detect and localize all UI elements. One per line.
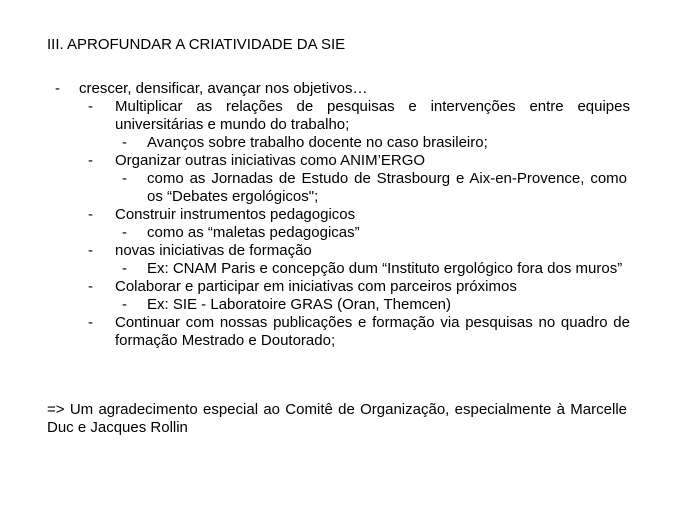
list-item-text: Ex: CNAM Paris e concepção dum “Instituto ergológico fora dos muros” [147,260,623,277]
slide-title: III. APROFUNDAR A CRIATIVIDADE DA SIE [47,36,346,53]
bullet-dash: - [88,242,93,259]
bullet-dash: - [88,98,93,115]
list-item [0,242,689,260]
list-item [0,170,689,206]
list-item-text: como as “maletas pedagogicas” [147,224,360,241]
bullet-dash: - [122,224,127,241]
list-item [0,80,689,98]
list-item-text: Construir instrumentos pedagogicos [115,206,356,223]
bullet-dash: - [122,260,127,277]
list-item [0,152,689,170]
bullet-dash: - [88,314,93,331]
list-item-text: Organizar outras iniciativas como ANIM’ERGO [115,152,426,169]
list-item [0,278,689,296]
list-item [0,206,689,224]
bullet-dash: - [55,80,60,97]
list-item [0,260,689,278]
bullet-dash: - [122,134,127,151]
list-item-text: Continuar com nossas publicações e formação via pesquisas no quadro de formação Mestrado e Doutorado; [115,314,630,349]
bullet-dash: - [88,278,93,295]
list-item [0,314,689,350]
bullet-dash: - [122,170,127,187]
bullet-list [0,80,689,350]
bullet-dash: - [88,152,93,169]
bullet-dash: - [122,296,127,313]
list-item [0,224,689,242]
closing-note: => Um agradecimento especial ao Comitê de Organização, especialmente à Marcelle Duc e Jacques Rollin [47,401,627,436]
list-item-text: Colaborar e participar em iniciativas com parceiros próximos [115,278,517,295]
list-item-text: Ex: SIE - Laboratoire GRAS (Oran, Themcen) [147,296,452,313]
list-item-text: Avanços sobre trabalho docente no caso brasileiro; [147,134,488,151]
list-item-text: Multiplicar as relações de pesquisas e intervenções entre equipes universitárias e mundo do trabalho; [115,98,630,133]
list-item-text: crescer, densificar, avançar nos objetivos… [79,80,368,97]
list-item [0,98,689,134]
bullet-dash: - [88,206,93,223]
list-item-text: novas iniciativas de formação [115,242,312,259]
list-item [0,296,689,314]
list-item [0,134,689,152]
list-item-text: como as Jornadas de Estudo de Strasbourg e Aix-en-Provence, como os “Debates ergológicos"; [147,170,627,205]
